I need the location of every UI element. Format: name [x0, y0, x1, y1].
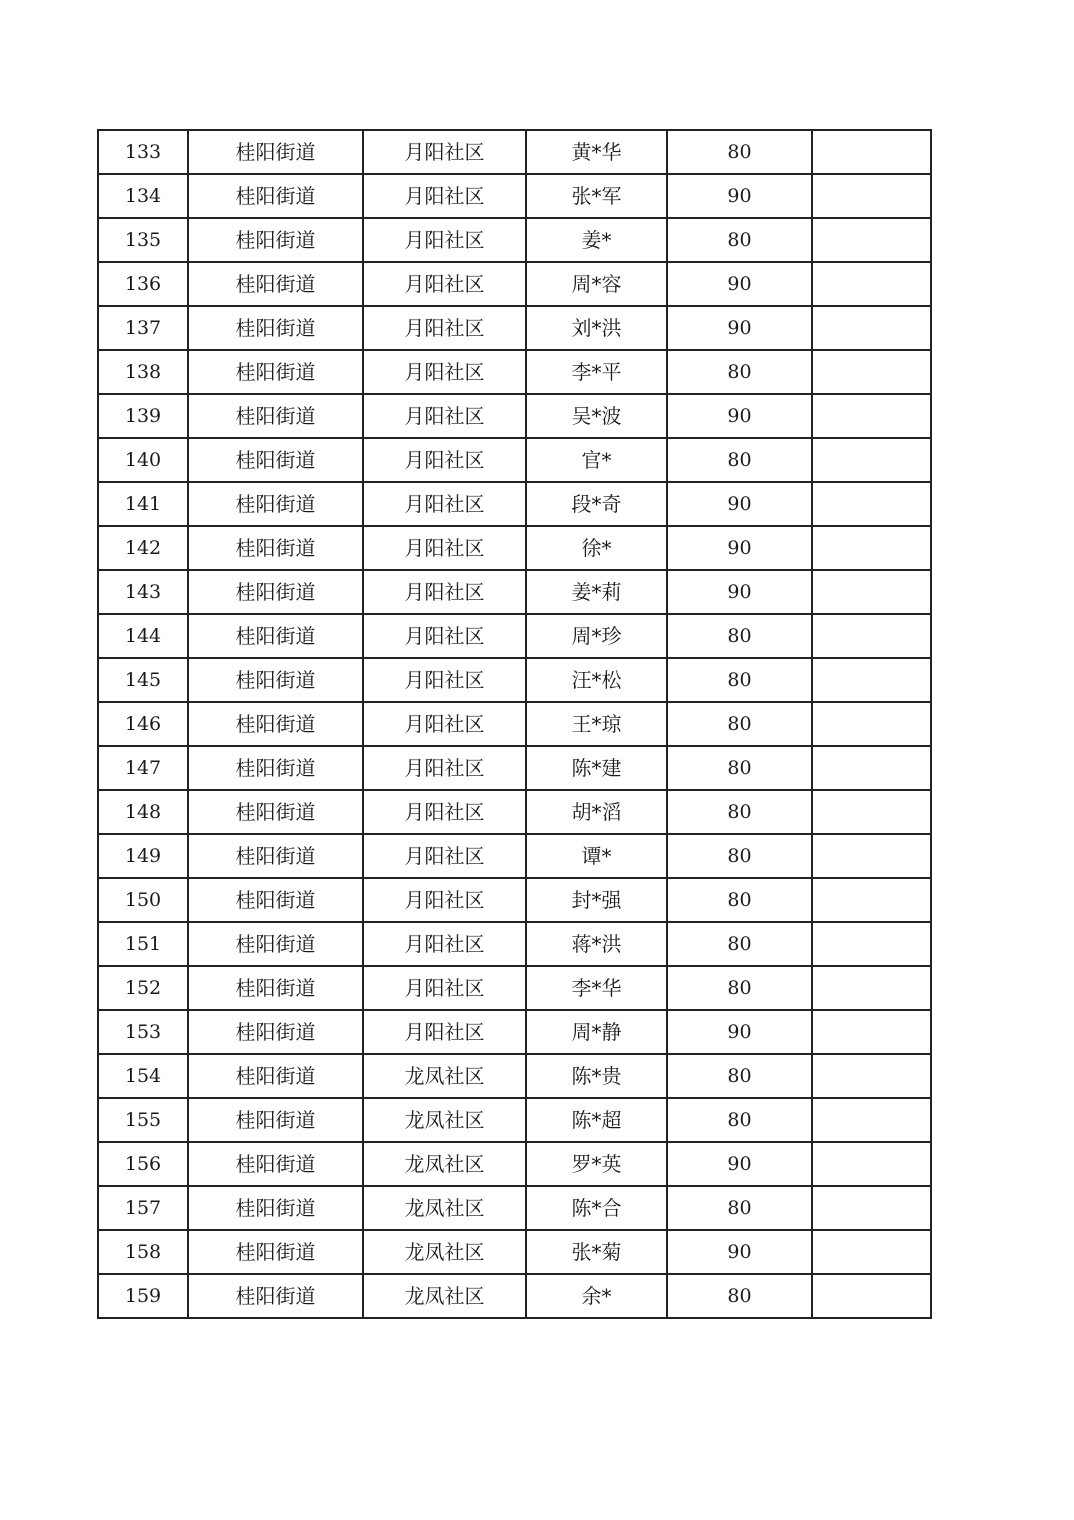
score-cell: 80	[667, 1098, 812, 1142]
score-cell: 80	[667, 1186, 812, 1230]
name-cell: 陈*贵	[526, 1054, 667, 1098]
community-cell: 月阳社区	[363, 922, 526, 966]
community-cell: 月阳社区	[363, 306, 526, 350]
street-cell: 桂阳街道	[188, 526, 363, 570]
score-cell: 80	[667, 702, 812, 746]
street-cell: 桂阳街道	[188, 966, 363, 1010]
table-row	[98, 834, 931, 878]
name-cell: 陈*合	[526, 1186, 667, 1230]
community-cell: 月阳社区	[363, 1010, 526, 1054]
name-cell: 张*菊	[526, 1230, 667, 1274]
note-cell	[812, 130, 931, 174]
street-cell: 桂阳街道	[188, 1010, 363, 1054]
note-cell	[812, 262, 931, 306]
table-row	[98, 438, 931, 482]
table-row	[98, 614, 931, 658]
table-row	[98, 306, 931, 350]
community-cell: 月阳社区	[363, 834, 526, 878]
table-row	[98, 658, 931, 702]
table-row	[98, 482, 931, 526]
community-cell: 龙凤社区	[363, 1186, 526, 1230]
row-number-cell: 135	[98, 218, 188, 262]
community-cell: 月阳社区	[363, 658, 526, 702]
note-cell	[812, 746, 931, 790]
street-cell: 桂阳街道	[188, 350, 363, 394]
note-cell	[812, 1054, 931, 1098]
table-row	[98, 702, 931, 746]
community-cell: 月阳社区	[363, 702, 526, 746]
note-cell	[812, 570, 931, 614]
table-row	[98, 1010, 931, 1054]
score-cell: 90	[667, 1010, 812, 1054]
community-cell: 月阳社区	[363, 482, 526, 526]
name-cell: 陈*超	[526, 1098, 667, 1142]
street-cell: 桂阳街道	[188, 834, 363, 878]
name-cell: 周*容	[526, 262, 667, 306]
score-cell: 80	[667, 438, 812, 482]
note-cell	[812, 702, 931, 746]
table-row	[98, 218, 931, 262]
street-cell: 桂阳街道	[188, 658, 363, 702]
name-cell: 胡*滔	[526, 790, 667, 834]
name-cell: 官*	[526, 438, 667, 482]
name-cell: 段*奇	[526, 482, 667, 526]
community-cell: 龙凤社区	[363, 1142, 526, 1186]
community-cell: 龙凤社区	[363, 1230, 526, 1274]
name-cell: 陈*建	[526, 746, 667, 790]
row-number-cell: 148	[98, 790, 188, 834]
name-cell: 吴*波	[526, 394, 667, 438]
name-cell: 张*军	[526, 174, 667, 218]
community-cell: 月阳社区	[363, 262, 526, 306]
score-cell: 80	[667, 658, 812, 702]
note-cell	[812, 1230, 931, 1274]
score-cell: 80	[667, 746, 812, 790]
street-cell: 桂阳街道	[188, 746, 363, 790]
score-cell: 80	[667, 218, 812, 262]
name-cell: 李*华	[526, 966, 667, 1010]
row-number-cell: 133	[98, 130, 188, 174]
community-cell: 龙凤社区	[363, 1054, 526, 1098]
score-cell: 80	[667, 922, 812, 966]
street-cell: 桂阳街道	[188, 1230, 363, 1274]
name-cell: 余*	[526, 1274, 667, 1318]
community-cell: 月阳社区	[363, 966, 526, 1010]
note-cell	[812, 174, 931, 218]
table-row	[98, 130, 931, 174]
table-row	[98, 746, 931, 790]
street-cell: 桂阳街道	[188, 482, 363, 526]
note-cell	[812, 394, 931, 438]
score-cell: 90	[667, 570, 812, 614]
community-cell: 龙凤社区	[363, 1098, 526, 1142]
roster-table	[97, 129, 932, 1319]
row-number-cell: 143	[98, 570, 188, 614]
street-cell: 桂阳街道	[188, 130, 363, 174]
score-cell: 90	[667, 174, 812, 218]
row-number-cell: 147	[98, 746, 188, 790]
note-cell	[812, 922, 931, 966]
row-number-cell: 156	[98, 1142, 188, 1186]
table-row	[98, 526, 931, 570]
name-cell: 蒋*洪	[526, 922, 667, 966]
note-cell	[812, 482, 931, 526]
score-cell: 80	[667, 1274, 812, 1318]
name-cell: 李*平	[526, 350, 667, 394]
table-row	[98, 1142, 931, 1186]
name-cell: 周*珍	[526, 614, 667, 658]
community-cell: 月阳社区	[363, 130, 526, 174]
table-row	[98, 174, 931, 218]
row-number-cell: 144	[98, 614, 188, 658]
row-number-cell: 155	[98, 1098, 188, 1142]
community-cell: 月阳社区	[363, 526, 526, 570]
table-row	[98, 1054, 931, 1098]
community-cell: 月阳社区	[363, 570, 526, 614]
row-number-cell: 136	[98, 262, 188, 306]
table-row	[98, 1274, 931, 1318]
table-row	[98, 922, 931, 966]
name-cell: 周*静	[526, 1010, 667, 1054]
community-cell: 月阳社区	[363, 790, 526, 834]
street-cell: 桂阳街道	[188, 1274, 363, 1318]
score-cell: 80	[667, 614, 812, 658]
score-cell: 90	[667, 1142, 812, 1186]
row-number-cell: 145	[98, 658, 188, 702]
street-cell: 桂阳街道	[188, 306, 363, 350]
name-cell: 谭*	[526, 834, 667, 878]
community-cell: 月阳社区	[363, 438, 526, 482]
community-cell: 月阳社区	[363, 394, 526, 438]
table-row	[98, 350, 931, 394]
table-row	[98, 878, 931, 922]
score-cell: 80	[667, 834, 812, 878]
row-number-cell: 153	[98, 1010, 188, 1054]
row-number-cell: 154	[98, 1054, 188, 1098]
row-number-cell: 140	[98, 438, 188, 482]
name-cell: 封*强	[526, 878, 667, 922]
name-cell: 徐*	[526, 526, 667, 570]
row-number-cell: 158	[98, 1230, 188, 1274]
row-number-cell: 152	[98, 966, 188, 1010]
note-cell	[812, 306, 931, 350]
street-cell: 桂阳街道	[188, 570, 363, 614]
name-cell: 罗*英	[526, 1142, 667, 1186]
name-cell: 姜*	[526, 218, 667, 262]
table-row	[98, 394, 931, 438]
name-cell: 王*琼	[526, 702, 667, 746]
note-cell	[812, 790, 931, 834]
row-number-cell: 157	[98, 1186, 188, 1230]
name-cell: 姜*莉	[526, 570, 667, 614]
table-row	[98, 1098, 931, 1142]
community-cell: 月阳社区	[363, 746, 526, 790]
street-cell: 桂阳街道	[188, 438, 363, 482]
score-cell: 80	[667, 130, 812, 174]
street-cell: 桂阳街道	[188, 218, 363, 262]
street-cell: 桂阳街道	[188, 702, 363, 746]
note-cell	[812, 966, 931, 1010]
name-cell: 刘*洪	[526, 306, 667, 350]
row-number-cell: 141	[98, 482, 188, 526]
table-row	[98, 1230, 931, 1274]
table-row	[98, 1186, 931, 1230]
score-cell: 90	[667, 306, 812, 350]
community-cell: 月阳社区	[363, 218, 526, 262]
note-cell	[812, 218, 931, 262]
row-number-cell: 159	[98, 1274, 188, 1318]
street-cell: 桂阳街道	[188, 614, 363, 658]
table-row	[98, 570, 931, 614]
street-cell: 桂阳街道	[188, 878, 363, 922]
roster-table-body	[98, 130, 931, 1318]
row-number-cell: 150	[98, 878, 188, 922]
row-number-cell: 142	[98, 526, 188, 570]
street-cell: 桂阳街道	[188, 922, 363, 966]
score-cell: 90	[667, 526, 812, 570]
row-number-cell: 149	[98, 834, 188, 878]
community-cell: 月阳社区	[363, 174, 526, 218]
row-number-cell: 146	[98, 702, 188, 746]
row-number-cell: 139	[98, 394, 188, 438]
street-cell: 桂阳街道	[188, 790, 363, 834]
note-cell	[812, 834, 931, 878]
score-cell: 80	[667, 966, 812, 1010]
street-cell: 桂阳街道	[188, 174, 363, 218]
note-cell	[812, 350, 931, 394]
note-cell	[812, 1098, 931, 1142]
note-cell	[812, 1274, 931, 1318]
score-cell: 80	[667, 1054, 812, 1098]
table-row	[98, 790, 931, 834]
score-cell: 90	[667, 394, 812, 438]
note-cell	[812, 1142, 931, 1186]
community-cell: 月阳社区	[363, 878, 526, 922]
note-cell	[812, 658, 931, 702]
note-cell	[812, 526, 931, 570]
score-cell: 80	[667, 790, 812, 834]
note-cell	[812, 438, 931, 482]
community-cell: 龙凤社区	[363, 1274, 526, 1318]
score-cell: 90	[667, 262, 812, 306]
name-cell: 黄*华	[526, 130, 667, 174]
street-cell: 桂阳街道	[188, 1186, 363, 1230]
row-number-cell: 134	[98, 174, 188, 218]
note-cell	[812, 1186, 931, 1230]
street-cell: 桂阳街道	[188, 1054, 363, 1098]
table-row	[98, 262, 931, 306]
street-cell: 桂阳街道	[188, 394, 363, 438]
name-cell: 汪*松	[526, 658, 667, 702]
table-row	[98, 966, 931, 1010]
row-number-cell: 137	[98, 306, 188, 350]
community-cell: 月阳社区	[363, 614, 526, 658]
note-cell	[812, 878, 931, 922]
row-number-cell: 138	[98, 350, 188, 394]
street-cell: 桂阳街道	[188, 1142, 363, 1186]
score-cell: 80	[667, 878, 812, 922]
score-cell: 90	[667, 1230, 812, 1274]
street-cell: 桂阳街道	[188, 262, 363, 306]
community-cell: 月阳社区	[363, 350, 526, 394]
row-number-cell: 151	[98, 922, 188, 966]
street-cell: 桂阳街道	[188, 1098, 363, 1142]
score-cell: 80	[667, 350, 812, 394]
score-cell: 90	[667, 482, 812, 526]
note-cell	[812, 1010, 931, 1054]
note-cell	[812, 614, 931, 658]
